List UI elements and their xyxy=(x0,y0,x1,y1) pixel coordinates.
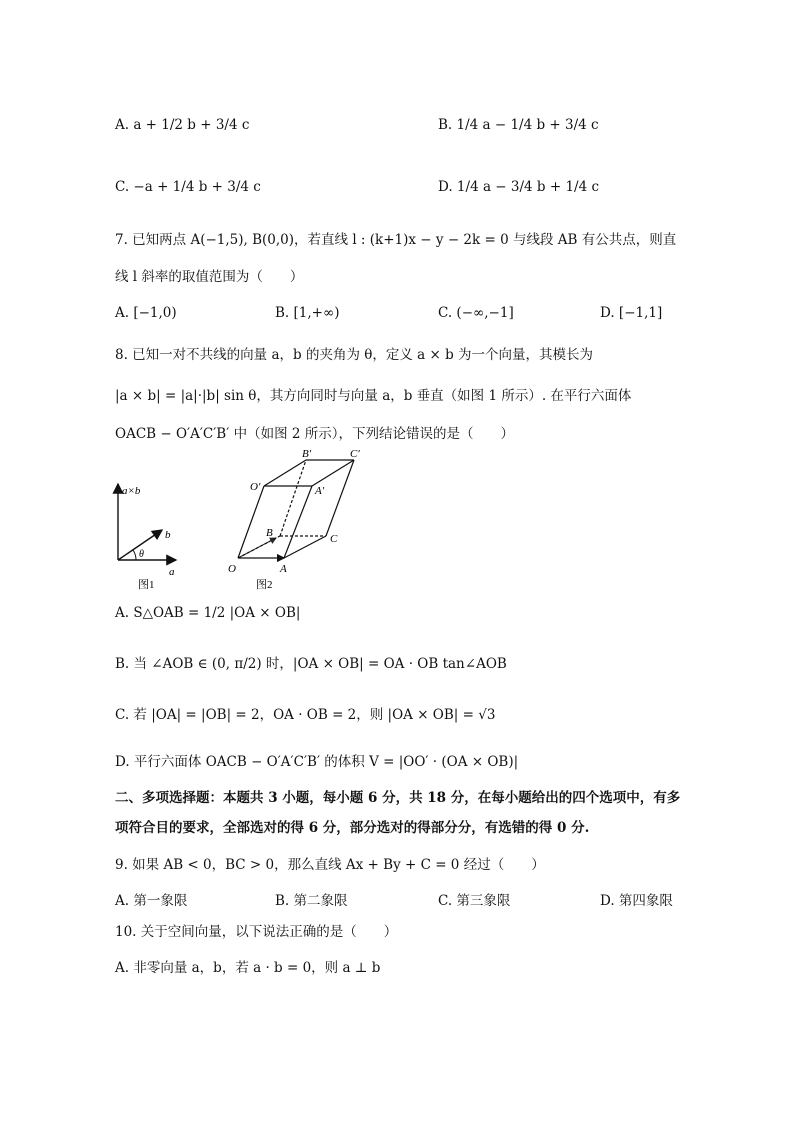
label-O1: O′ xyxy=(250,481,261,493)
q8-stem-line1: 8. 已知一对不共线的向量 a，b 的夹角为 θ，定义 a × b 为一个向量，其模长为 xyxy=(115,347,594,363)
q8-stem-line2: |a × b| = |a|·|b| sin θ，其方向同时与向量 a，b 垂直（如图 1 所示）. 在平行六面体 xyxy=(115,388,632,404)
q9-option-b: B. 第二象限 xyxy=(275,893,348,909)
q10-option-a: A. 非零向量 a，b，若 a · b = 0，则 a ⊥ b xyxy=(115,960,381,976)
label-B: B xyxy=(266,527,273,539)
q9-option-c: C. 第三象限 xyxy=(438,893,511,909)
label-b: b xyxy=(165,529,171,541)
q8-option-a: A. S△OAB = 1/2 |OA × OB| xyxy=(115,605,301,621)
q8-option-c: C. 若 |OA| = |OB| = 2，OA · OB = 2，则 |OA × OB| = √3 xyxy=(115,707,496,723)
label-A1: A′ xyxy=(315,485,325,497)
q8-stem-line3: OACB − O′A′C′B′ 中（如图 2 所示），下列结论错误的是（ ） xyxy=(115,426,515,442)
q7-option-c: C. (−∞,−1] xyxy=(438,305,514,321)
q9-option-d: D. 第四象限 xyxy=(600,893,673,909)
q6-option-c: C. −a + 1/4 b + 3/4 c xyxy=(115,179,261,195)
section2-instructions-line2: 项符合目的要求，全部选对的得 6 分，部分选对的得部分分，有选错的得 0 分. xyxy=(115,820,590,836)
q7-option-b: B. [1,+∞) xyxy=(275,305,340,321)
q6-option-a: A. a + 1/2 b + 3/4 c xyxy=(115,117,250,133)
theta-arc xyxy=(133,550,136,560)
label-C1: C′ xyxy=(350,448,360,460)
label-O: O xyxy=(228,563,236,575)
figure-1-cross-product xyxy=(108,476,188,592)
q8-option-b: B. 当 ∠AOB ∈ (0, π/2) 时，|OA × OB| = OA · OB tan∠AOB xyxy=(115,656,507,672)
label-C: C xyxy=(330,533,338,545)
q6-option-b: B. 1/4 a − 1/4 b + 3/4 c xyxy=(438,117,599,133)
figure-2-caption: 图2 xyxy=(256,579,273,591)
q9-option-a: A. 第一象限 xyxy=(115,893,188,909)
q7-stem-line1: 7. 已知两点 A(−1,5), B(0,0)，若直线 l : (k+1)x − y − 2k = 0 与线段 AB 有公共点，则直 xyxy=(115,232,677,248)
q8-option-d: D. 平行六面体 OACB − O′A′C′B′ 的体积 V = |OO′ · (OA × OB)| xyxy=(115,754,519,770)
q7-option-d: D. [−1,1] xyxy=(600,305,663,321)
q10-stem: 10. 关于空间向量，以下说法正确的是（ ） xyxy=(115,924,398,940)
figure-1-caption: 图1 xyxy=(138,579,155,591)
label-B1: B′ xyxy=(302,448,312,460)
label-A: A xyxy=(280,563,287,575)
label-a: a xyxy=(169,566,175,578)
q9-stem: 9. 如果 AB < 0，BC > 0，那么直线 Ax + By + C = 0 经过（ ） xyxy=(115,857,545,873)
section2-instructions-line1: 二、多项选择题：本题共 3 小题，每小题 6 分，共 18 分，在每小题给出的四个选项中，有多 xyxy=(115,790,681,806)
q7-stem-line2: 线 l 斜率的取值范围为（ ） xyxy=(115,269,304,285)
label-theta: θ xyxy=(139,549,144,560)
q7-option-a: A. [−1,0) xyxy=(115,305,177,321)
label-cross: a×b xyxy=(122,485,141,497)
figure-2-parallelepiped xyxy=(222,446,372,592)
q6-option-d: D. 1/4 a − 3/4 b + 1/4 c xyxy=(438,179,600,195)
